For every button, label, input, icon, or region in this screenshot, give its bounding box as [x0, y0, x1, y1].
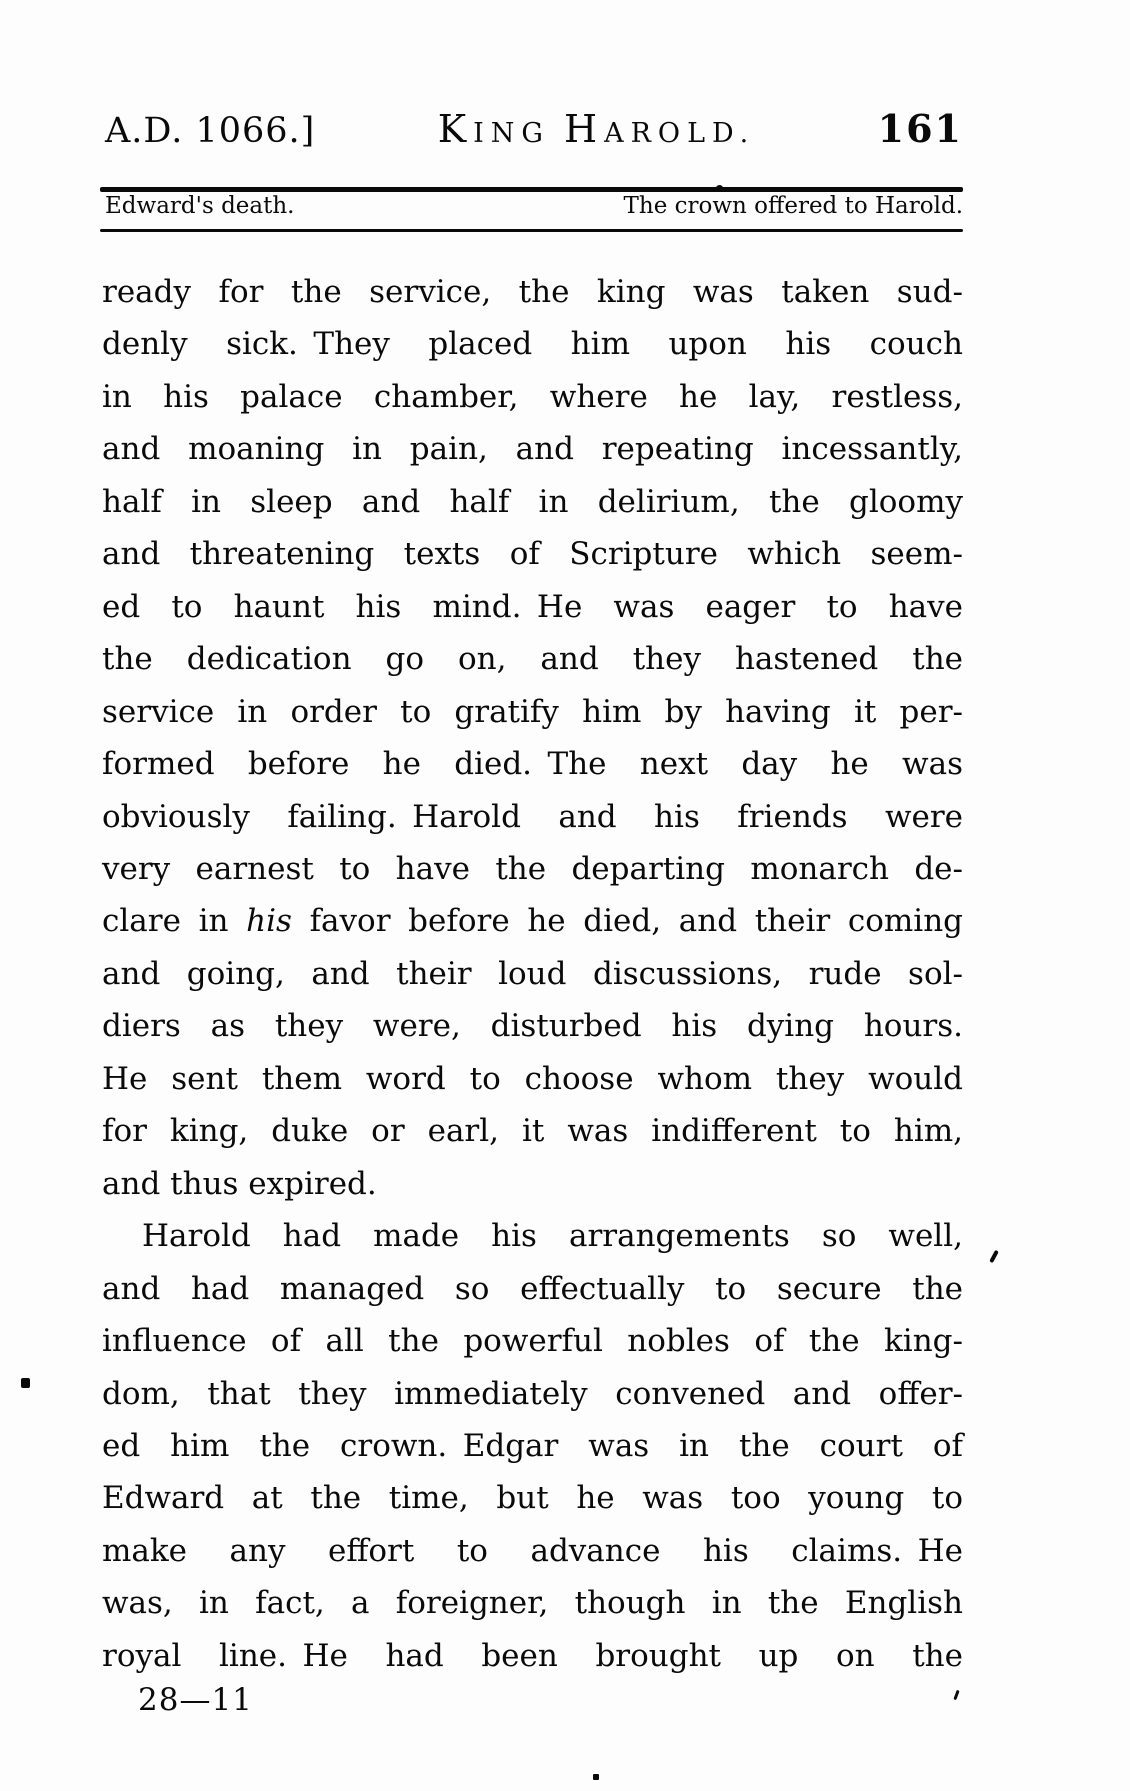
body-line-segment: clare in: [102, 903, 247, 940]
body-line: diers as they were, disturbed his dying hours.: [102, 1008, 963, 1045]
body-line: ready for the service, the king was taken sud-: [102, 274, 963, 310]
ink-tick-artifact: [989, 1250, 999, 1263]
ink-dot-artifact: [593, 1774, 599, 1780]
body-text: [102, 266, 963, 1682]
ink-dot-artifact: [716, 185, 723, 191]
body-line: ed him the crown. Edgar was in the court of: [102, 1427, 963, 1464]
body-line: dom, that they immediately convened and offer-: [102, 1375, 963, 1412]
running-header: [105, 106, 963, 151]
running-head-right-text: The crown offered to Harold.: [623, 193, 963, 219]
body-line: and going, and their loud discussions, rude sol-: [102, 955, 963, 992]
header-title-initial: H: [563, 107, 605, 151]
body-line-italic-word: his: [246, 903, 292, 940]
page-number: 161: [877, 106, 963, 151]
ink-tick-artifact: [953, 1690, 959, 1700]
body-line: obviously failing. Harold and his friends were: [102, 798, 963, 835]
header-title-initial: K: [437, 107, 474, 151]
body-line: royal line. He had been brought up on the: [102, 1637, 963, 1674]
running-heads: [105, 193, 963, 219]
body-line: influence of all the powerful nobles of the king-: [102, 1323, 963, 1360]
body-line: [102, 895, 963, 947]
header-date: A.D. 1066.]: [105, 111, 316, 151]
signature-mark: 28—11: [138, 1682, 253, 1718]
body-line: in his palace chamber, where he lay, restless,: [102, 378, 963, 415]
body-line: half in sleep and half in delirium, the gloomy: [102, 483, 963, 520]
body-line: was, in fact, a foreigner, though in the English: [102, 1585, 963, 1622]
body-line: very earnest to have the departing monarch de-: [102, 850, 963, 887]
body-line: and threatening texts of Scripture which seem-: [102, 536, 963, 573]
divider-rule-bottom: [100, 229, 963, 232]
running-head-left: Edward's death.: [105, 193, 295, 219]
body-line: the dedication go on, and they hastened the: [102, 641, 963, 678]
body-line-paragraph-start: Harold had made his arrangements so well,: [142, 1218, 963, 1255]
body-line: Edward at the time, but he was too young to: [102, 1480, 963, 1517]
body-line: formed before he died. The next day he was: [102, 746, 963, 783]
divider-rule-top: [100, 187, 963, 192]
header-title: [438, 107, 756, 151]
body-line: He sent them word to choose whom they would: [102, 1060, 963, 1097]
body-line: make any effort to advance his claims. He: [102, 1532, 963, 1569]
body-line: denly sick. They placed him upon his couch: [102, 326, 963, 363]
body-line: ed to haunt his mind. He was eager to have: [102, 588, 963, 625]
header-title-smallcaps: ING: [473, 118, 550, 149]
body-line: service in order to gratify him by having it per-: [102, 693, 963, 730]
ink-dot-artifact: [21, 1378, 30, 1388]
body-line: and moaning in pain, and repeating incessantly,: [102, 431, 963, 468]
running-head-right: [624, 193, 963, 219]
body-line-paragraph-end: and thus expired.: [102, 1165, 377, 1202]
body-line: and had managed so effectually to secure the: [102, 1270, 963, 1307]
body-line: for king, duke or earl, it was indifferent to him,: [102, 1113, 963, 1150]
header-title-smallcaps: AROLD.: [604, 118, 756, 149]
body-line-segment: favor before he died, and their coming: [291, 903, 963, 940]
